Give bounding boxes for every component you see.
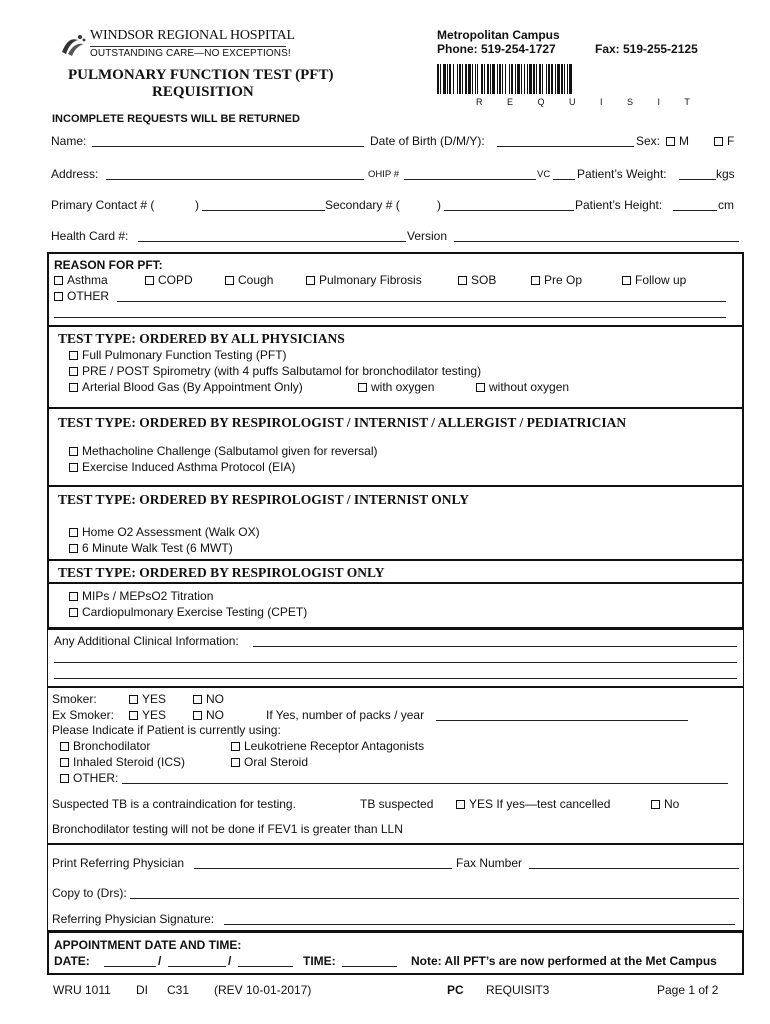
barcode-bar (484, 64, 485, 94)
reason-other[interactable]: OTHER (54, 289, 109, 303)
vc-field[interactable] (553, 179, 575, 180)
barcode-bar (475, 64, 476, 94)
barcode-bar (548, 64, 550, 94)
sex-m-option[interactable]: M (666, 134, 689, 148)
barcode-text: R E Q U I S I T (476, 97, 690, 107)
med-other-field[interactable] (122, 783, 728, 784)
footer-c31: C31 (167, 983, 190, 997)
tb-suspected-label: TB suspected (360, 797, 434, 811)
reason-sob[interactable]: SOB (458, 273, 496, 287)
appointment-note: Note: All PFT’s are now performed at the Met Campus (411, 954, 717, 968)
tb-contraindication: Suspected TB is a contraindication for testing. (52, 797, 296, 811)
version-field[interactable] (454, 241, 739, 242)
barcode-bar (533, 64, 535, 94)
form-title-line2: REQUISITION (152, 84, 254, 100)
appointment-title: APPOINTMENT DATE AND TIME: (54, 938, 242, 952)
barcode-bar (567, 64, 568, 94)
vc-label: VC (537, 169, 551, 180)
reason-pre-op[interactable]: Pre Op (531, 273, 582, 287)
checkbox-icon[interactable] (60, 758, 69, 767)
checkbox-icon[interactable] (69, 528, 78, 537)
ex-smoker-yes[interactable]: YES (129, 708, 166, 722)
tb-yes-cancel[interactable]: YES If yes—test cancelled (456, 797, 610, 811)
reason-copd[interactable]: COPD (145, 273, 193, 287)
checkbox-icon[interactable] (666, 137, 675, 146)
copy-to-label: Copy to (Drs): (52, 886, 127, 900)
checkbox-icon[interactable] (69, 463, 78, 472)
checkbox-icon[interactable] (69, 592, 78, 601)
primary-contact-label: Primary Contact # ( (51, 198, 155, 212)
clinical-field-3[interactable] (54, 678, 737, 679)
barcode-bar (527, 64, 528, 94)
ex-smoker-no[interactable]: NO (193, 708, 224, 722)
health-card-field[interactable] (138, 241, 406, 242)
logo-mark-icon (58, 30, 88, 60)
height-unit: cm (718, 198, 734, 212)
test-abg[interactable]: Arterial Blood Gas (By Appointment Only) (69, 380, 303, 394)
barcode-bar (447, 64, 448, 94)
checkbox-icon[interactable] (145, 276, 154, 285)
barcode-bar (453, 64, 454, 94)
barcode-bar (497, 64, 498, 94)
barcode-bar (492, 64, 495, 94)
secondary-contact-label: Secondary # ( (325, 198, 400, 212)
barcode (437, 64, 727, 94)
reason-asthma[interactable]: Asthma (54, 273, 108, 287)
checkbox-icon[interactable] (69, 608, 78, 617)
appointment-time-field[interactable] (342, 966, 397, 967)
test-full-pft[interactable]: Full Pulmonary Function Testing (PFT) (69, 348, 287, 362)
checkbox-icon[interactable] (456, 800, 465, 809)
divider-resp-only (47, 582, 744, 584)
packs-field[interactable] (436, 720, 688, 721)
smoker-no[interactable]: NO (193, 692, 224, 706)
checkbox-icon[interactable] (193, 695, 202, 704)
divider-resp-int (47, 559, 744, 561)
barcode-bar (524, 64, 525, 94)
barcode-bar (546, 64, 547, 94)
barcode-bar (515, 64, 516, 94)
smoker-yes[interactable]: YES (129, 692, 166, 706)
barcode-bar (502, 64, 503, 94)
appointment-year-field[interactable] (238, 966, 293, 967)
weight-unit: kgs (716, 167, 735, 181)
checkbox-icon[interactable] (60, 742, 69, 751)
hospital-name: WINDSOR REGIONAL HOSPITAL (90, 28, 295, 43)
dob-label: Date of Birth (D/M/Y): (370, 134, 485, 148)
appointment-month-field[interactable] (168, 966, 226, 967)
barcode-bar (561, 64, 563, 94)
hospital-tagline: OUTSTANDING CARE—NO EXCEPTIONS! (90, 48, 291, 59)
barcode-bar (521, 64, 522, 94)
secondary-contact-field[interactable] (444, 210, 574, 211)
barcode-bar (465, 64, 467, 94)
copy-to-field[interactable] (130, 898, 739, 899)
reason-pulmonary-fibrosis[interactable]: Pulmonary Fibrosis (306, 273, 422, 287)
height-field[interactable] (673, 210, 717, 211)
barcode-bar (551, 64, 553, 94)
checkbox-icon[interactable] (358, 383, 367, 392)
clinical-label: Any Additional Clinical Information: (54, 634, 239, 648)
print-physician-label: Print Referring Physician (52, 856, 185, 870)
barcode-bar (542, 64, 543, 94)
divider-reason (47, 325, 744, 327)
ex-smoker-label: Ex Smoker: (52, 708, 115, 722)
name-field[interactable] (92, 146, 364, 147)
test-spirometry[interactable]: PRE / POST Spirometry (with 4 puffs Salbutamol for bronchodilator testing) (69, 364, 481, 378)
barcode-bar (536, 64, 537, 94)
barcode-bar (437, 64, 439, 94)
incomplete-notice: INCOMPLETE REQUESTS WILL BE RETURNED (52, 113, 300, 125)
barcode-bar (490, 64, 491, 94)
form-title-line1: PULMONARY FUNCTION TEST (PFT) (68, 67, 334, 83)
test-6mwt[interactable]: 6 Minute Walk Test (6 MWT) (69, 541, 233, 555)
checkbox-icon[interactable] (231, 758, 240, 767)
checkbox-icon[interactable] (69, 367, 78, 376)
logo-underline (90, 46, 286, 47)
checkbox-icon[interactable] (531, 276, 540, 285)
appointment-day-field[interactable] (104, 966, 156, 967)
barcode-bar (481, 64, 483, 94)
clinical-field-1[interactable] (253, 646, 737, 647)
barcode-bar (477, 64, 478, 94)
barcode-bar (529, 64, 532, 94)
checkbox-icon[interactable] (69, 351, 78, 360)
checkbox-icon[interactable] (476, 383, 485, 392)
barcode-bar (449, 64, 451, 94)
weight-field[interactable] (679, 179, 716, 180)
checkbox-icon[interactable] (458, 276, 467, 285)
barcode-bar (440, 64, 441, 94)
test-home-o2[interactable]: Home O2 Assessment (Walk OX) (69, 525, 260, 539)
tb-no[interactable]: No (651, 797, 679, 811)
barcode-bar (468, 64, 471, 94)
test-cpet[interactable]: Cardiopulmonary Exercise Testing (CPET) (69, 605, 307, 619)
fev1-note: Bronchodilator testing will not be done if FEV1 is greater than LLN (52, 822, 403, 836)
dob-field[interactable] (497, 146, 634, 147)
checkbox-icon[interactable] (69, 447, 78, 456)
version-label: Version (407, 229, 448, 243)
checkbox-icon[interactable] (225, 276, 234, 285)
appointment-time-label: TIME: (303, 954, 336, 968)
test-mips[interactable]: MIPs / MEPsO2 Titration (69, 589, 213, 603)
barcode-bar (557, 64, 560, 94)
fax-number-label: Fax Number (456, 856, 523, 870)
address-label: Address: (51, 167, 99, 181)
name-label: Name: (51, 134, 87, 148)
footer-rev: (REV 10-01-2017) (214, 983, 312, 997)
checkbox-icon[interactable] (69, 544, 78, 553)
test-abg-without-oxygen[interactable]: without oxygen (476, 380, 569, 394)
checkbox-icon[interactable] (129, 711, 138, 720)
barcode-bar (457, 64, 458, 94)
height-label: Patient’s Height: (575, 198, 663, 212)
test-resp-int-all-ped-title: TEST TYPE: ORDERED BY RESPIROLOGIST / INTERNIST / ALLERGIST / PEDIATRICIAN (58, 415, 627, 430)
fax-number-field[interactable] (529, 868, 739, 869)
reason-other-field[interactable] (117, 301, 726, 302)
barcode-bar (517, 64, 520, 94)
barcode-bar (462, 64, 463, 94)
clinical-field-2[interactable] (54, 662, 737, 663)
barcode-bar (487, 64, 489, 94)
test-resp-title: TEST TYPE: ORDERED BY RESPIROLOGIST ONLY (58, 565, 385, 580)
barcode-bar (539, 64, 541, 94)
sex-f-option[interactable]: F (714, 134, 734, 148)
test-methacholine[interactable]: Methacholine Challenge (Salbutamol given for reversal) (69, 444, 378, 458)
footer-di: DI (136, 983, 148, 997)
checkbox-icon[interactable] (622, 276, 631, 285)
reason-other-field-2[interactable] (54, 317, 726, 318)
health-card-label: Health Card #: (51, 229, 129, 243)
packs-label: If Yes, number of packs / year (266, 708, 425, 722)
footer-form-no: WRU 1011 (53, 983, 111, 997)
signature-label: Referring Physician Signature: (52, 912, 215, 926)
test-eia[interactable]: Exercise Induced Asthma Protocol (EIA) (69, 460, 295, 474)
barcode-bar (569, 64, 572, 94)
sex-label: Sex: (636, 134, 661, 148)
campus-fax: Fax: 519-255-2125 (595, 42, 698, 56)
signature-field[interactable] (224, 924, 735, 925)
footer-pc: PC (447, 983, 464, 997)
divider-all-physicians (47, 407, 744, 409)
barcode-bar (499, 64, 501, 94)
indicate-label: Please Indicate if Patient is currently using: (52, 723, 281, 737)
divider-resp-int-all-ped (47, 485, 744, 487)
med-other[interactable]: OTHER: (60, 771, 118, 785)
weight-label: Patient’s Weight: (577, 167, 667, 181)
address-field[interactable] (106, 179, 364, 180)
med-bronchodilator[interactable]: Bronchodilator (60, 739, 150, 753)
med-oral-steroid[interactable]: Oral Steroid (231, 755, 308, 769)
appointment-slash-1: / (158, 954, 162, 968)
campus-phone: Phone: 519-254-1727 (437, 42, 556, 56)
test-resp-int-title: TEST TYPE: ORDERED BY RESPIROLOGIST / INTERNIST ONLY (58, 492, 470, 507)
barcode-bar (511, 64, 513, 94)
ohip-label: OHIP # (368, 169, 399, 180)
med-ics[interactable]: Inhaled Steroid (ICS) (60, 755, 185, 769)
print-physician-field[interactable] (194, 868, 452, 869)
hospital-logo (58, 28, 295, 62)
smoker-label: Smoker: (52, 692, 97, 706)
checkbox-icon[interactable] (69, 383, 78, 392)
primary-contact-close: ) (195, 198, 199, 212)
reason-title: REASON FOR PFT: (54, 258, 163, 272)
primary-contact-field[interactable] (202, 210, 325, 211)
checkbox-icon[interactable] (651, 800, 660, 809)
barcode-bar (509, 64, 510, 94)
barcode-bar (505, 64, 506, 94)
checkbox-icon[interactable] (54, 292, 63, 301)
barcode-bar (459, 64, 461, 94)
ohip-field[interactable] (404, 179, 536, 180)
checkbox-icon[interactable] (714, 137, 723, 146)
footer-requisit: REQUISIT3 (486, 983, 550, 997)
checkbox-icon[interactable] (231, 742, 240, 751)
barcode-bar (472, 64, 473, 94)
checkbox-icon[interactable] (193, 711, 202, 720)
med-leukotriene[interactable]: Leukotriene Receptor Antagonists (231, 739, 424, 753)
checkbox-icon[interactable] (60, 774, 69, 783)
campus-name: Metropolitan Campus (437, 28, 560, 42)
reason-cough[interactable]: Cough (225, 273, 273, 287)
checkbox-icon[interactable] (54, 276, 63, 285)
secondary-contact-close: ) (437, 198, 441, 212)
checkbox-icon[interactable] (129, 695, 138, 704)
appointment-date-label: DATE: (54, 954, 90, 968)
test-all-title: TEST TYPE: ORDERED BY ALL PHYSICIANS (58, 331, 345, 346)
barcode-bar (555, 64, 556, 94)
barcode-bar (443, 64, 446, 94)
footer-page: Page 1 of 2 (657, 983, 719, 997)
test-abg-with-oxygen[interactable]: with oxygen (358, 380, 434, 394)
reason-follow-up[interactable]: Follow up (622, 273, 686, 287)
appointment-slash-2: / (228, 954, 232, 968)
barcode-bar (564, 64, 565, 94)
checkbox-icon[interactable] (306, 276, 315, 285)
